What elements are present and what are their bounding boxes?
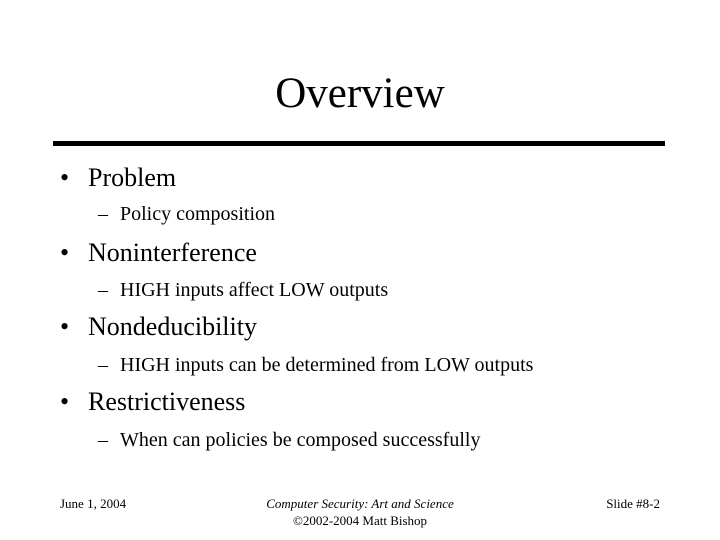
sub-bullet-high-determined-low [98, 352, 533, 378]
footer-copyright: ©2002-2004 Matt Bishop [292, 513, 428, 528]
bullet-marker: • [60, 312, 70, 341]
bullet-text: Problem [88, 163, 177, 192]
sub-bullet-policy-composition [98, 201, 275, 227]
sub-bullet-high-affect-low [98, 277, 388, 303]
sub-bullet-text: HIGH inputs can be determined from LOW outputs [120, 354, 534, 376]
bullet-marker: • [60, 387, 70, 416]
bullet-text: Noninterference [88, 238, 257, 267]
sub-bullet-compose-successfully [98, 427, 480, 453]
bullet-text: Restrictiveness [88, 387, 246, 416]
footer-book-info [230, 495, 490, 529]
title-divider [53, 141, 665, 146]
sub-bullet-marker: – [98, 203, 108, 225]
footer-date: June 1, 2004 [60, 496, 127, 511]
bullet-marker: • [60, 163, 70, 192]
bullet-nondeducibility [60, 311, 257, 343]
bullet-marker: • [60, 238, 70, 267]
bullet-noninterference [60, 237, 257, 269]
slide-title: Overview [275, 70, 445, 117]
sub-bullet-marker: – [98, 279, 108, 301]
bullet-problem [60, 162, 176, 194]
sub-bullet-text: Policy composition [120, 203, 275, 225]
footer-slide-number: Slide #8-2 [606, 496, 660, 511]
sub-bullet-text: HIGH inputs affect LOW outputs [120, 279, 389, 301]
sub-bullet-text: When can policies be composed successfully [120, 429, 481, 451]
bullet-text: Nondeducibility [88, 312, 257, 341]
bullet-restrictiveness [60, 386, 245, 418]
sub-bullet-marker: – [98, 429, 108, 451]
footer-book-title: Computer Security: Art and Science [266, 496, 454, 511]
sub-bullet-marker: – [98, 354, 108, 376]
